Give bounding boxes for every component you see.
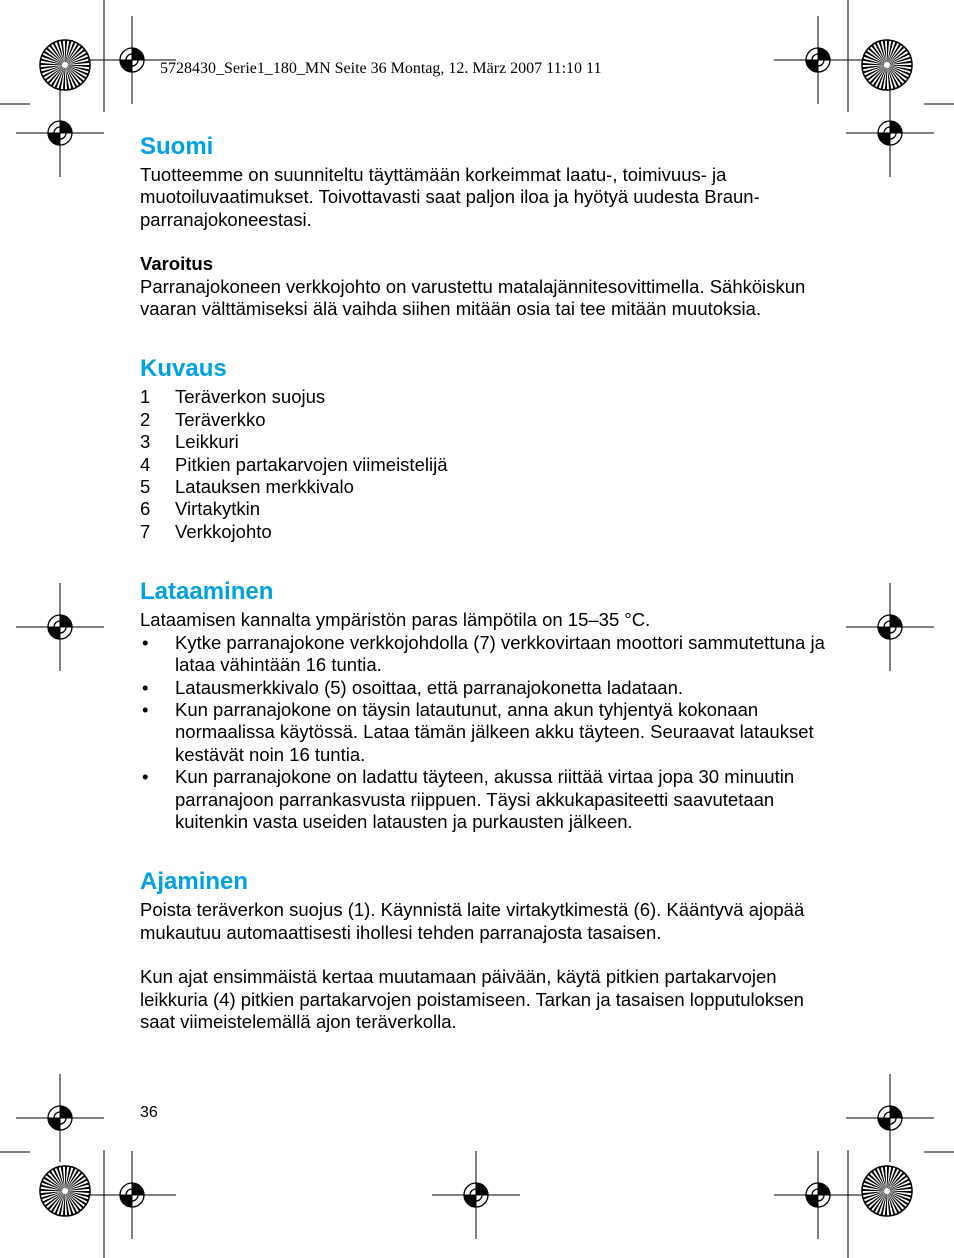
list-item: 3 Leikkuri <box>140 431 239 453</box>
print-slug: 5728430_Serie1_180_MN Seite 36 Montag, 12. März 2007 11:10 11 <box>160 60 602 77</box>
registration-mark-icon <box>774 16 862 104</box>
section-title: Ajaminen <box>140 868 249 896</box>
bullet-icon: • <box>142 698 149 720</box>
registration-mark-icon <box>16 583 104 671</box>
list-item: • Kytke parranajokone verkkojohdolla (7) verkkovirtaan moottori sammutettuna ja lataa vähintään 16 tuntia. <box>142 631 825 676</box>
charging-intro: Lataamisen kannalta ympäristön paras lämpötila on 15–35 °C. <box>140 609 651 631</box>
page-content <box>140 132 830 1033</box>
shaving-paragraph-1: Poista teräverkon suojus (1). Käynnistä laite virtakytkimestä (6). Kääntyvä ajopää mukautuu automaattisesti ihollesi tehden parranajosta tasaisen. <box>140 899 805 943</box>
registration-mark-icon <box>16 89 104 177</box>
section-suomi <box>140 132 830 320</box>
page-number: 36 <box>140 1104 158 1121</box>
list-item: 5 Latauksen merkkivalo <box>140 476 354 498</box>
shaving-paragraph-2: Kun ajat ensimmäistä kertaa muutamaan päivään, käytä pitkien partakarvojen leikkuria (4) pitkien partakarvojen poistamiseen. Tarkan ja tasaisen lopputuloksen saat viimeistelemällä ajon teräverkolla. <box>140 966 804 1032</box>
warning-heading: Varoitus <box>140 253 213 275</box>
section-title: Lataaminen <box>140 578 274 606</box>
list-item: • Latausmerkkivalo (5) osoittaa, että parranajokonetta ladataan. <box>142 676 684 698</box>
section-lataaminen <box>140 577 830 833</box>
color-starburst-icon <box>862 1166 912 1216</box>
registration-mark-icon <box>432 1151 520 1239</box>
color-starburst-icon <box>862 40 912 90</box>
list-item: 7 Verkkojohto <box>140 520 272 542</box>
color-starburst-icon <box>40 1166 90 1216</box>
section-kuvaus <box>140 354 830 543</box>
bullet-icon: • <box>142 766 149 788</box>
registration-mark-icon <box>774 1151 862 1239</box>
bullet-icon: • <box>142 676 149 698</box>
list-item: • Kun parranajokone on täysin latautunut, anna akun tyhjentyä kokonaan normaalissa käytössä. Lataa tämän jälkeen akku täyteen. Seuraavat lataukset kestävät noin 16 tuntia. <box>142 698 814 765</box>
list-item: • Kun parranajokone on ladattu täyteen, akussa riittää virtaa jopa 30 minuutin parranajoon parrankasvusta riippuen. Täysi akkukapasiteetti saavutetaan kuitenkin vasta useiden latausten ja purkausten jälkeen. <box>142 766 795 832</box>
registration-mark-icon <box>88 1151 176 1239</box>
registration-mark-icon <box>846 583 934 671</box>
registration-mark-icon <box>846 89 934 177</box>
registration-mark-icon <box>846 1074 934 1162</box>
section-title: Kuvaus <box>140 355 227 383</box>
color-starburst-icon <box>40 40 90 90</box>
section-ajaminen <box>140 867 830 1033</box>
parts-list <box>140 386 830 543</box>
list-item: 4 Pitkien partakarvojen viimeistelijä <box>140 453 448 475</box>
registration-mark-icon <box>16 1074 104 1162</box>
list-item: 2 Teräverkko <box>140 408 266 430</box>
warning-paragraph: Parranajokoneen verkkojohto on varustettu matalajännitesovittimella. Sähköiskun vaaran välttämiseksi älä vaihda siihen mitään osia tai tee mitään muutoksia. <box>140 275 806 320</box>
section-title: Suomi <box>140 133 214 160</box>
charging-list <box>140 632 830 834</box>
list-item: 1 Teräverkon suojus <box>140 386 326 408</box>
bullet-icon: • <box>142 631 149 653</box>
list-item: 6 Virtakytkin <box>140 498 260 520</box>
intro-paragraph: Tuotteemme on suunniteltu täyttämään korkeimmat laatu-, toimivuus- ja muotoiluvaatimukset. Toivottavasti saat paljon iloa ja hyötyä uudesta Braun-parranajokoneestasi. <box>140 164 760 230</box>
